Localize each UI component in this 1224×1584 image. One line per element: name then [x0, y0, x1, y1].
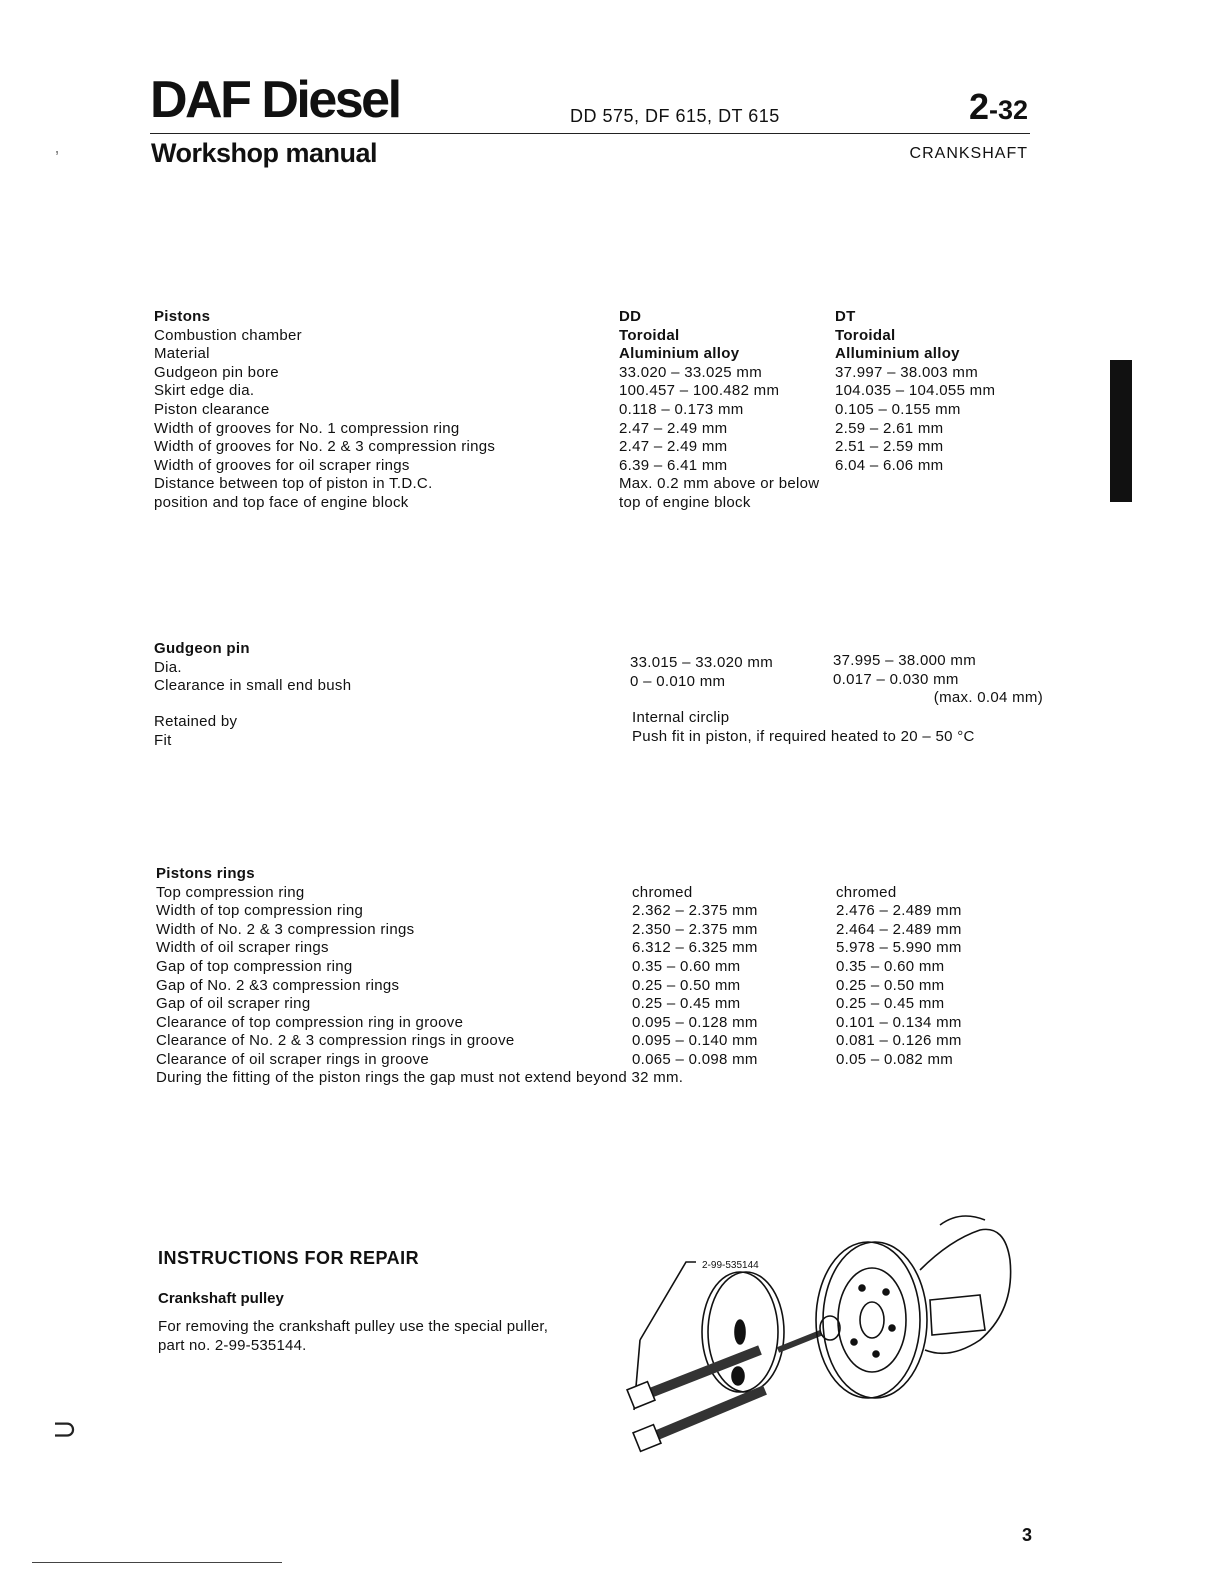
header-rule: [150, 133, 1030, 134]
instructions-subheading: Crankshaft pulley: [158, 1290, 284, 1307]
bolt-head-upper: [627, 1382, 655, 1409]
spec-value-dt: 0.081 – 0.126 mm: [836, 1032, 962, 1050]
pulley-bolt-hole: [889, 1325, 895, 1331]
spec-label: Width of top compression ring: [156, 902, 364, 920]
spec-value-dd: 0 – 0.010 mm: [630, 672, 726, 690]
footer-rule: [32, 1562, 282, 1563]
engine-models: DD 575, DF 615, DT 615: [570, 106, 780, 126]
plate-slot: [735, 1320, 745, 1344]
spec-label: Clearance of No. 2 & 3 compression rings in groove: [156, 1032, 515, 1050]
spec-value-dd: 2.47 – 2.49 mm: [619, 438, 728, 456]
spec-value-dd: 0.095 – 0.140 mm: [632, 1032, 758, 1050]
spec-value-dd: 6.312 – 6.325 mm: [632, 939, 758, 957]
spec-value-dt: 0.25 – 0.50 mm: [836, 976, 945, 994]
rings-heading: Pistons rings: [156, 865, 255, 882]
brand-title: DAF Diesel: [150, 71, 400, 129]
spec-value-dt: 2.59 – 2.61 mm: [835, 419, 944, 437]
spec-value-dt: 0.101 – 0.134 mm: [836, 1013, 962, 1031]
spec-value-dd: 2.350 – 2.375 mm: [632, 920, 758, 938]
spec-value-dd: 2.47 – 2.49 mm: [619, 419, 728, 437]
spec-label: Gudgeon pin bore: [154, 363, 279, 381]
spec-value-dd: 100.457 – 100.482 mm: [619, 382, 780, 400]
spec-value-dd: 0.118 – 0.173 mm: [619, 400, 744, 418]
spec-value-dd: Aluminium alloy: [619, 345, 740, 363]
spec-value-dd: 0.095 – 0.128 mm: [632, 1013, 758, 1031]
page-code-suffix: -32: [988, 95, 1028, 125]
spec-label: Gap of top compression ring: [156, 957, 353, 975]
binding-hole-mark: ⊃: [52, 1413, 78, 1446]
leader-line: [640, 1262, 696, 1340]
margin-mark: ’: [55, 148, 59, 168]
spec-value-dd: Toroidal: [619, 326, 680, 344]
spec-label: Combustion chamber: [154, 326, 302, 344]
spec-value-dt: 2.476 – 2.489 mm: [836, 902, 962, 920]
spec-value-dt: 2.51 – 2.59 mm: [835, 438, 944, 456]
spec-label: Material: [154, 345, 210, 363]
spec-value: Internal circlip: [632, 709, 730, 726]
spec-label: Width of grooves for No. 2 & 3 compression rings: [154, 438, 496, 456]
gudgeon-extra-labels: [154, 713, 454, 750]
puller-bolt-lower: [650, 1390, 765, 1438]
spec-value-dd: 33.020 – 33.025 mm: [619, 363, 762, 381]
spec-label: position and top face of engine block: [154, 493, 409, 511]
spec-value-dt: 37.995 – 38.000 mm: [833, 652, 976, 669]
spec-value-dd: 2.362 – 2.375 mm: [632, 902, 758, 920]
spec-label: Fit: [154, 731, 172, 749]
instructions-text: For removing the crankshaft pulley use the special puller, part no. 2-99-535144.: [158, 1318, 549, 1354]
gudgeon-extra-values: [632, 709, 1052, 746]
spec-label: Piston clearance: [154, 400, 270, 418]
spec-value-dt: 104.035 – 104.055 mm: [835, 382, 996, 400]
spec-value-dt: 5.978 – 5.990 mm: [836, 939, 962, 957]
spec-value-dt: Alluminium alloy: [835, 345, 960, 363]
spec-value-dt: 37.997 – 38.003 mm: [835, 363, 978, 381]
spec-value-dd: 6.39 – 6.41 mm: [619, 456, 728, 474]
spec-label: Width of No. 2 & 3 compression rings: [156, 920, 415, 938]
column-header-dt: DT: [835, 308, 856, 325]
crankshaft-journal: [930, 1295, 985, 1335]
manual-subtitle: Workshop manual: [151, 138, 378, 168]
pistons-dd-column: [619, 308, 839, 513]
spec-value-dd: 0.065 – 0.098 mm: [632, 1050, 758, 1068]
spec-value-dt: 0.25 – 0.45 mm: [836, 995, 945, 1013]
spec-label: Top compression ring: [156, 883, 305, 901]
pistons-dt-column: [835, 308, 1035, 475]
pistons-labels: [154, 308, 614, 513]
spec-value-dt: 0.105 – 0.155 mm: [835, 400, 961, 418]
spec-label: Gap of No. 2 &3 compression rings: [156, 976, 400, 994]
gudgeon-dd-column: [630, 654, 830, 691]
spec-value-dd: chromed: [632, 883, 693, 901]
figure-part-label: 2-99-535144: [702, 1260, 759, 1271]
spec-label: Width of grooves for oil scraper rings: [154, 456, 410, 474]
spec-value-dd: Max. 0.2 mm above or below: [619, 475, 820, 493]
fitting-note: During the fitting of the piston rings the gap must not extend beyond 32 mm.: [156, 1069, 684, 1086]
spec-label: Retained by: [154, 713, 238, 730]
spec-label: Clearance in small end bush: [154, 677, 352, 695]
gudgeon-heading: Gudgeon pin: [154, 640, 250, 657]
column-header-dd: DD: [619, 308, 642, 325]
spec-value-dd: 33.015 – 33.020 mm: [630, 654, 773, 671]
spec-label: Distance between top of piston in T.D.C.: [154, 475, 433, 493]
spec-label: Dia.: [154, 658, 182, 676]
section-tab-marker: [1110, 360, 1132, 502]
spec-value-dd: 0.25 – 0.50 mm: [632, 976, 741, 994]
gudgeon-labels: [154, 640, 614, 696]
pulley-bolt-hole: [883, 1289, 889, 1295]
bolt-head-lower: [633, 1425, 661, 1452]
spec-label: Clearance of top compression ring in groove: [156, 1013, 464, 1031]
pulley-puller-illustration: [600, 1200, 1040, 1470]
pistons-heading: Pistons: [154, 308, 211, 325]
spec-label: Width of oil scraper rings: [156, 939, 329, 957]
section-title: CRANKSHAFT: [909, 145, 1028, 162]
pulley-hub: [838, 1268, 906, 1372]
page-code-main: 2: [968, 86, 989, 127]
page-code: [969, 86, 1028, 128]
spec-value-dd: 0.25 – 0.45 mm: [632, 995, 741, 1013]
pulley-center: [860, 1302, 884, 1338]
page-number: 3: [1021, 1525, 1032, 1545]
puller-plate-edge: [708, 1272, 784, 1392]
plate-hole: [732, 1367, 744, 1385]
rings-dd-column: [632, 884, 832, 1070]
spec-value-dt: chromed: [836, 883, 897, 901]
spec-value: Push fit in piston, if required heated to 20 – 50 °C: [632, 727, 975, 745]
spec-value-dd: 0.35 – 0.60 mm: [632, 957, 741, 975]
pulley-bolt-hole: [859, 1285, 865, 1291]
max-clearance-note: (max. 0.04 mm): [933, 689, 1043, 707]
spec-label: Width of grooves for No. 1 compression ring: [154, 419, 460, 437]
instructions-heading: INSTRUCTIONS FOR REPAIR: [158, 1248, 420, 1268]
spec-value-dt: 2.464 – 2.489 mm: [836, 920, 962, 938]
spec-value-dt: 0.35 – 0.60 mm: [836, 957, 945, 975]
pulley-bolt-hole: [873, 1351, 879, 1357]
spec-label: Skirt edge dia.: [154, 382, 255, 400]
rings-note: [156, 1069, 956, 1088]
rings-labels: [156, 865, 626, 1070]
gudgeon-dt-column: [833, 652, 1043, 708]
spec-value-dt: 6.04 – 6.06 mm: [835, 456, 944, 474]
spec-value-dd: top of engine block: [619, 493, 751, 511]
crankshaft-shading: [940, 1216, 985, 1225]
spec-value-dt: 0.05 – 0.082 mm: [836, 1050, 954, 1068]
pulley-bolt-hole: [851, 1339, 857, 1345]
rings-dt-column: [836, 884, 1036, 1070]
spec-label: Gap of oil scraper ring: [156, 995, 311, 1013]
spec-label: Clearance of oil scraper rings in groove: [156, 1050, 429, 1068]
spec-value-dt: 0.017 – 0.030 mm: [833, 670, 959, 688]
spec-value-dt: Toroidal: [835, 326, 896, 344]
